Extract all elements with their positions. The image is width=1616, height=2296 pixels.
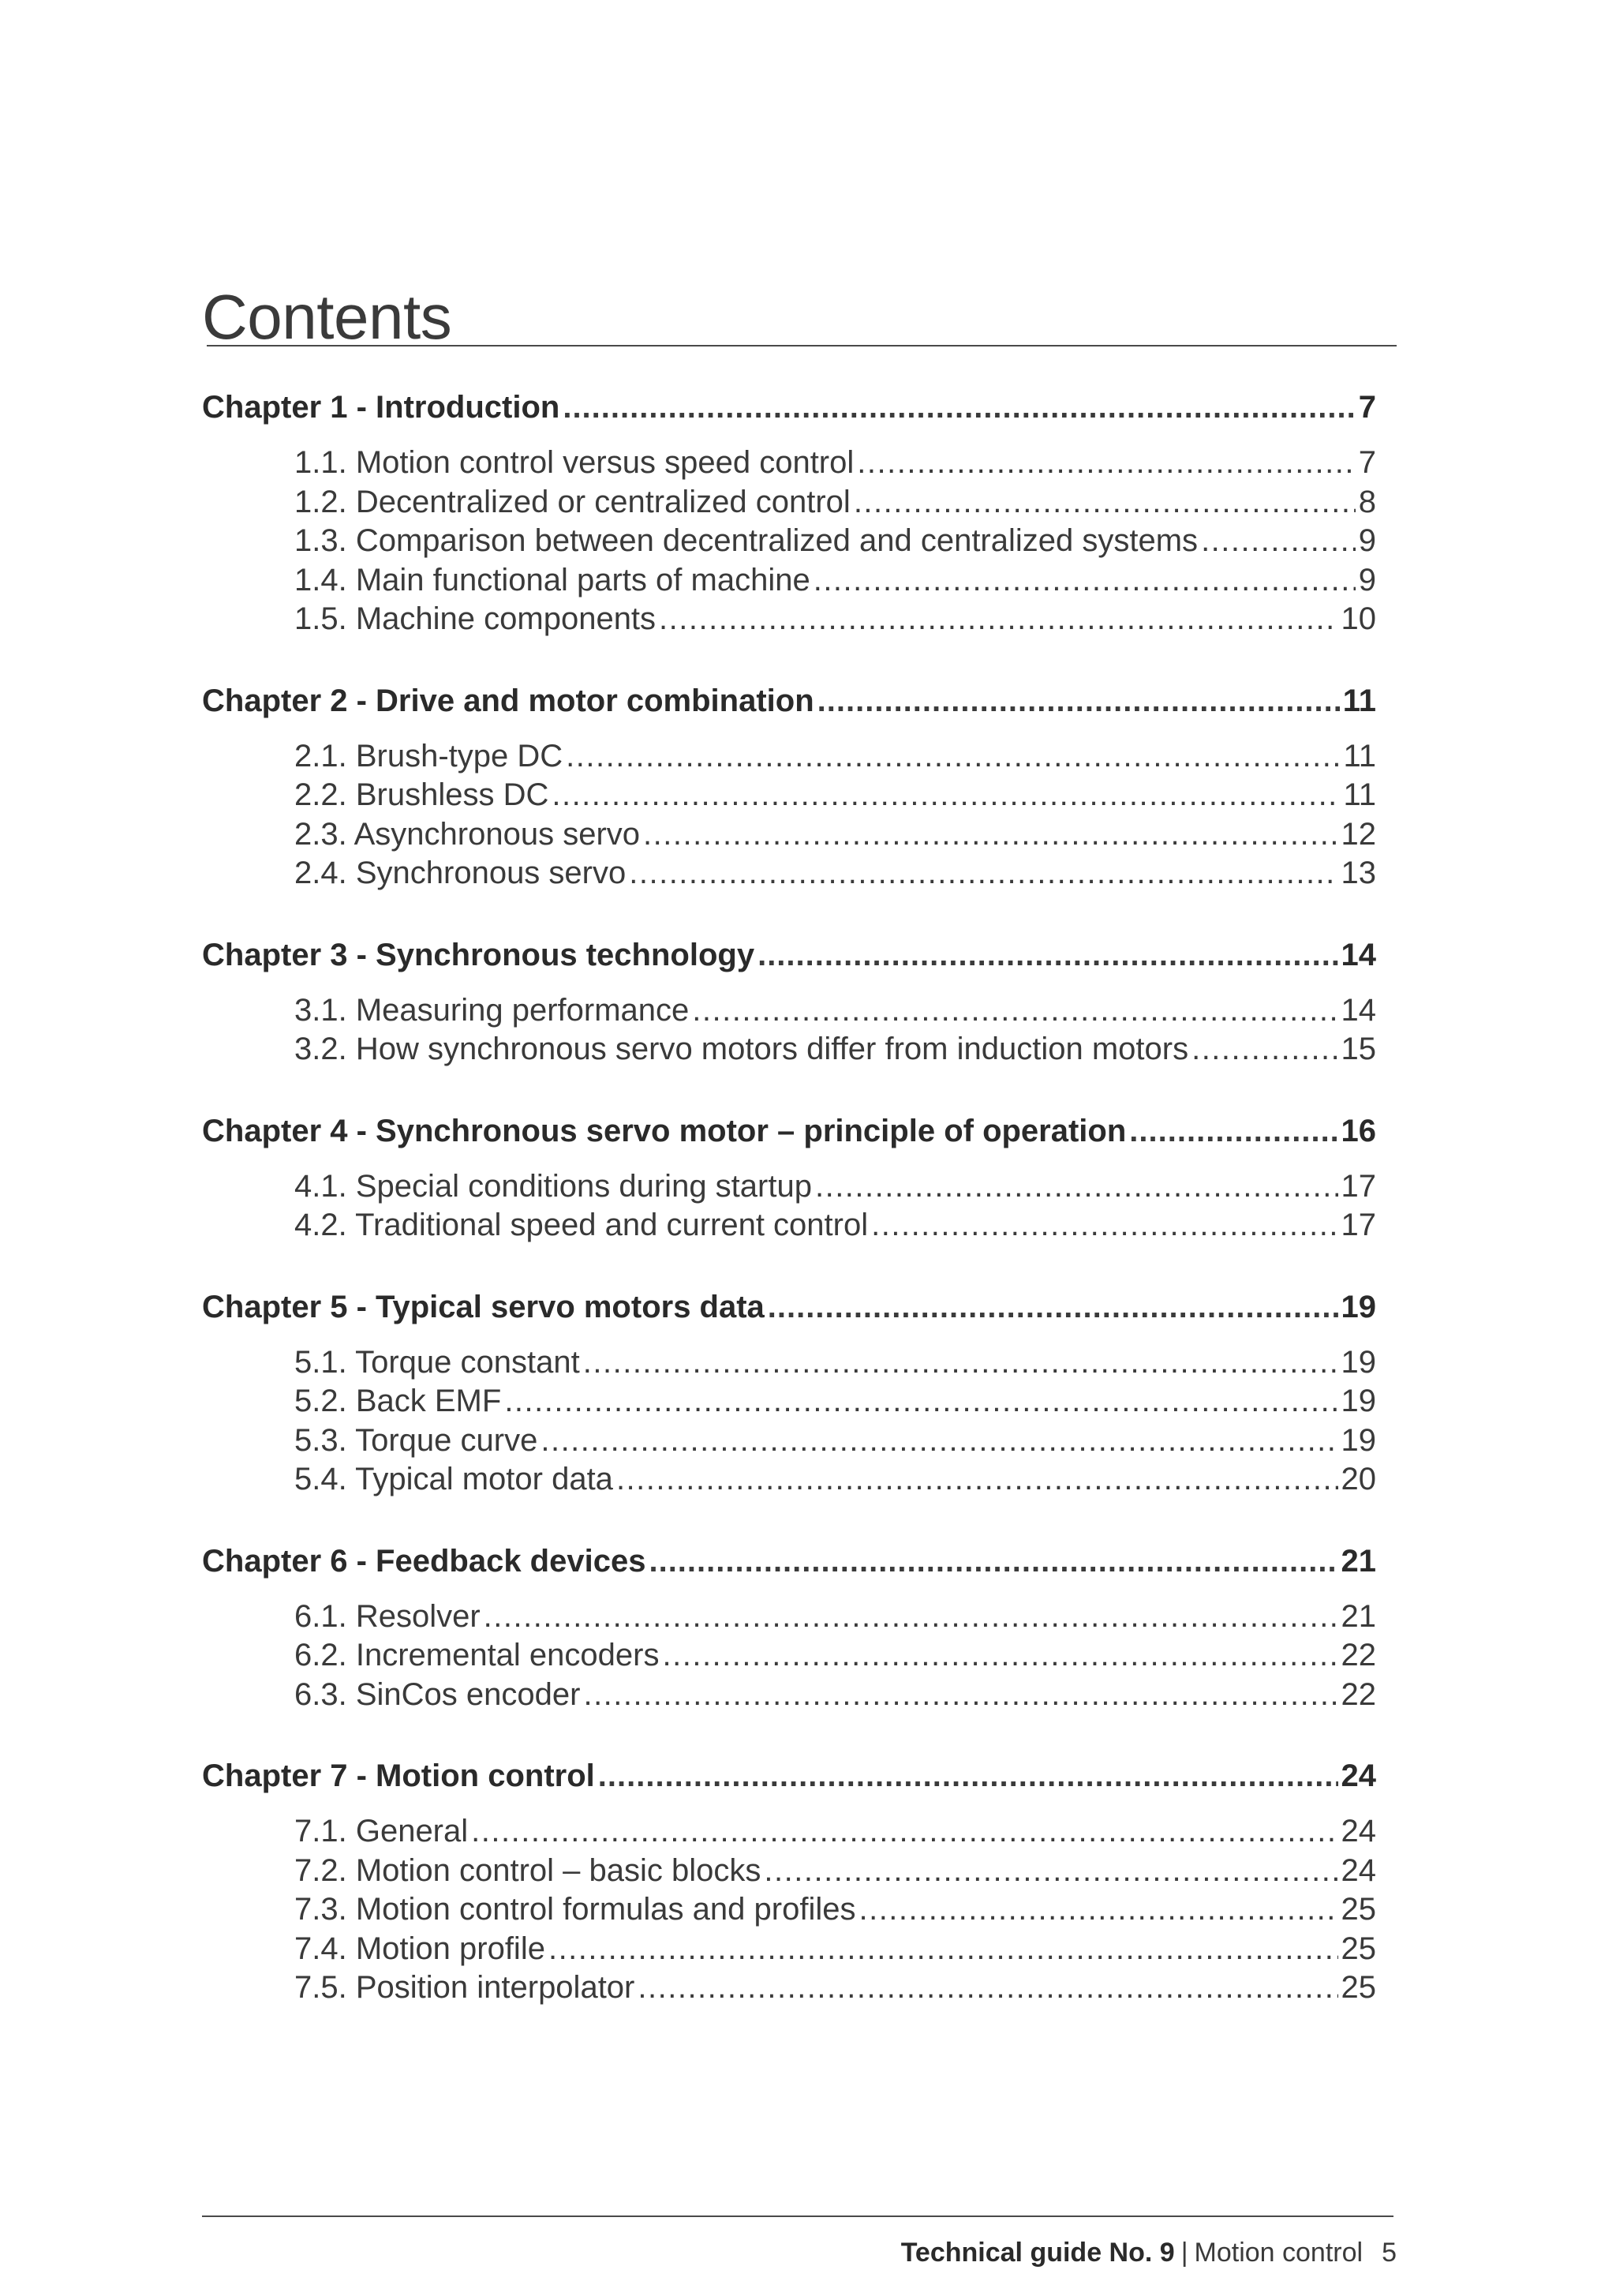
section-entry[interactable] (294, 1206, 1376, 1245)
section-page-number: 13 (1341, 854, 1377, 893)
section-page-number: 9 (1359, 561, 1376, 601)
dot-leader (858, 1890, 1337, 1930)
section-page-number: 14 (1341, 991, 1377, 1031)
dot-leader (541, 1421, 1337, 1461)
section-page-number: 9 (1359, 522, 1376, 561)
dot-leader (616, 1460, 1338, 1500)
dot-leader (598, 1751, 1338, 1801)
dot-leader (484, 1597, 1338, 1637)
section-title: 1.1. Motion control versus speed control (294, 444, 854, 483)
toc-chapter (202, 1282, 1376, 1500)
section-page-number: 11 (1343, 737, 1376, 777)
section-title: 4.1. Special conditions during startup (294, 1167, 812, 1207)
dot-leader (563, 382, 1355, 433)
section-title: 3.1. Measuring performance (294, 991, 689, 1031)
dot-leader (504, 1382, 1337, 1421)
toc-chapter (202, 382, 1376, 639)
section-entry[interactable] (294, 737, 1376, 777)
chapter-title: Chapter 7 - Motion control (202, 1751, 595, 1801)
chapter-page-number: 7 (1359, 382, 1376, 433)
section-list (202, 991, 1376, 1069)
section-page-number: 11 (1343, 776, 1376, 815)
section-page-number: 17 (1341, 1206, 1377, 1245)
dot-leader (871, 1206, 1337, 1245)
footer-topic: Motion control (1194, 2238, 1364, 2268)
section-entry[interactable] (294, 815, 1376, 855)
toc-chapter (202, 676, 1376, 893)
section-title: 2.2. Brushless DC (294, 776, 548, 815)
toc-chapter (202, 930, 1376, 1069)
section-title: 6.2. Incremental encoders (294, 1636, 659, 1676)
chapter-entry[interactable] (202, 930, 1376, 980)
dot-leader (815, 1167, 1338, 1207)
toc-chapter (202, 1751, 1376, 2008)
section-entry[interactable] (294, 1676, 1376, 1715)
page-title: Contents (202, 281, 452, 352)
dot-leader (814, 561, 1356, 601)
section-title: 4.2. Traditional speed and current control (294, 1206, 868, 1245)
chapter-entry[interactable] (202, 382, 1376, 433)
section-entry[interactable] (294, 522, 1376, 561)
page-footer (901, 2237, 1397, 2269)
section-title: 2.4. Synchronous servo (294, 854, 626, 893)
dot-leader (1129, 1106, 1337, 1156)
section-entry[interactable] (294, 991, 1376, 1031)
section-list (202, 1167, 1376, 1245)
section-page-number: 25 (1341, 1930, 1377, 1969)
section-title: 7.1. General (294, 1812, 468, 1852)
section-page-number: 22 (1341, 1676, 1377, 1715)
dot-leader (643, 815, 1337, 855)
section-title: 7.4. Motion profile (294, 1930, 545, 1969)
footer-divider (202, 2215, 1393, 2217)
chapter-entry[interactable] (202, 1536, 1376, 1586)
section-list (202, 1597, 1376, 1715)
section-entry[interactable] (294, 1636, 1376, 1676)
section-page-number: 24 (1341, 1812, 1377, 1852)
section-page-number: 19 (1341, 1421, 1377, 1461)
chapter-entry[interactable] (202, 1751, 1376, 1801)
section-title: 2.3. Asynchronous servo (294, 815, 640, 855)
dot-leader (758, 930, 1337, 980)
section-title: 5.2. Back EMF (294, 1382, 501, 1421)
section-page-number: 20 (1341, 1460, 1377, 1500)
section-entry[interactable] (294, 444, 1376, 483)
title-divider (207, 345, 1397, 346)
section-page-number: 24 (1341, 1852, 1377, 1891)
section-entry[interactable] (294, 600, 1376, 639)
section-entry[interactable] (294, 1968, 1376, 2008)
section-entry[interactable] (294, 1890, 1376, 1930)
section-title: 7.5. Position interpolator (294, 1968, 634, 2008)
dot-leader (692, 991, 1337, 1031)
section-title: 1.3. Comparison between decentralized and centralized systems (294, 522, 1198, 561)
dot-leader (548, 1930, 1338, 1969)
section-page-number: 17 (1341, 1167, 1377, 1207)
section-page-number: 19 (1341, 1343, 1377, 1383)
dot-leader (854, 483, 1356, 522)
chapter-page-number: 14 (1341, 930, 1377, 980)
section-page-number: 19 (1341, 1382, 1377, 1421)
chapter-title: Chapter 6 - Feedback devices (202, 1536, 645, 1586)
section-page-number: 21 (1341, 1597, 1377, 1637)
dot-leader (768, 1282, 1338, 1332)
toc-chapter (202, 1536, 1376, 1715)
chapter-page-number: 11 (1343, 676, 1376, 726)
section-entry[interactable] (294, 1421, 1376, 1461)
section-entry[interactable] (294, 1382, 1376, 1421)
chapter-title: Chapter 3 - Synchronous technology (202, 930, 754, 980)
toc-chapter (202, 1106, 1376, 1245)
section-page-number: 7 (1359, 444, 1376, 483)
section-title: 5.4. Typical motor data (294, 1460, 613, 1500)
dot-leader (649, 1536, 1337, 1586)
section-title: 1.4. Main functional parts of machine (294, 561, 810, 601)
section-title: 7.2. Motion control – basic blocks (294, 1852, 761, 1891)
section-page-number: 12 (1341, 815, 1377, 855)
dot-leader (552, 776, 1340, 815)
section-entry[interactable] (294, 561, 1376, 601)
dot-leader (583, 1676, 1337, 1715)
section-title: 3.2. How synchronous servo motors differ from induction motors (294, 1030, 1188, 1069)
section-page-number: 15 (1341, 1030, 1377, 1069)
dot-leader (471, 1812, 1337, 1852)
section-entry[interactable] (294, 1930, 1376, 1969)
dot-leader (764, 1852, 1337, 1891)
section-list (202, 1812, 1376, 2008)
section-entry[interactable] (294, 1852, 1376, 1891)
section-title: 6.3. SinCos encoder (294, 1676, 580, 1715)
section-title: 2.1. Brush-type DC (294, 737, 563, 777)
section-entry[interactable] (294, 1030, 1376, 1069)
dot-leader (638, 1968, 1337, 2008)
dot-leader (1191, 1030, 1337, 1069)
section-title: 7.3. Motion control formulas and profiles (294, 1890, 855, 1930)
section-entry[interactable] (294, 1460, 1376, 1500)
chapter-title: Chapter 4 - Synchronous servo motor – principle of operation (202, 1106, 1126, 1156)
dot-leader (566, 737, 1340, 777)
page-number: 5 (1382, 2238, 1397, 2268)
section-list (202, 444, 1376, 639)
chapter-title: Chapter 5 - Typical servo motors data (202, 1282, 765, 1332)
section-page-number: 25 (1341, 1968, 1377, 2008)
section-title: 1.2. Decentralized or centralized control (294, 483, 851, 522)
dot-leader (629, 854, 1337, 893)
footer-guide-title: Technical guide No. 9 (900, 2238, 1175, 2268)
chapter-title: Chapter 2 - Drive and motor combination (202, 676, 814, 726)
section-title: 1.5. Machine components (294, 600, 656, 639)
section-entry[interactable] (294, 854, 1376, 893)
dot-leader (1201, 522, 1356, 561)
dot-leader (659, 600, 1337, 639)
section-title: 6.1. Resolver (294, 1597, 481, 1637)
section-list (202, 1343, 1376, 1500)
section-page-number: 25 (1341, 1890, 1377, 1930)
section-entry[interactable] (294, 776, 1376, 815)
chapter-page-number: 19 (1341, 1282, 1377, 1332)
section-entry[interactable] (294, 1597, 1376, 1637)
chapter-title: Chapter 1 - Introduction (202, 382, 559, 433)
section-page-number: 10 (1341, 600, 1377, 639)
section-title: 5.3. Torque curve (294, 1421, 537, 1461)
chapter-entry[interactable] (202, 676, 1376, 726)
dot-leader (662, 1636, 1337, 1676)
footer-separator: | (1180, 2238, 1188, 2268)
chapter-entry[interactable] (202, 1282, 1376, 1332)
section-title: 5.1. Torque constant (294, 1343, 580, 1383)
section-entry[interactable] (294, 1343, 1376, 1383)
section-entry[interactable] (294, 483, 1376, 522)
table-of-contents (202, 382, 1376, 2008)
section-page-number: 8 (1359, 483, 1376, 522)
chapter-page-number: 24 (1341, 1751, 1377, 1801)
dot-leader (583, 1343, 1338, 1383)
dot-leader (817, 676, 1340, 726)
section-entry[interactable] (294, 1167, 1376, 1207)
section-page-number: 22 (1341, 1636, 1377, 1676)
chapter-page-number: 21 (1341, 1536, 1377, 1586)
section-list (202, 737, 1376, 893)
chapter-page-number: 16 (1341, 1106, 1377, 1156)
chapter-entry[interactable] (202, 1106, 1376, 1156)
dot-leader (857, 444, 1355, 483)
section-entry[interactable] (294, 1812, 1376, 1852)
